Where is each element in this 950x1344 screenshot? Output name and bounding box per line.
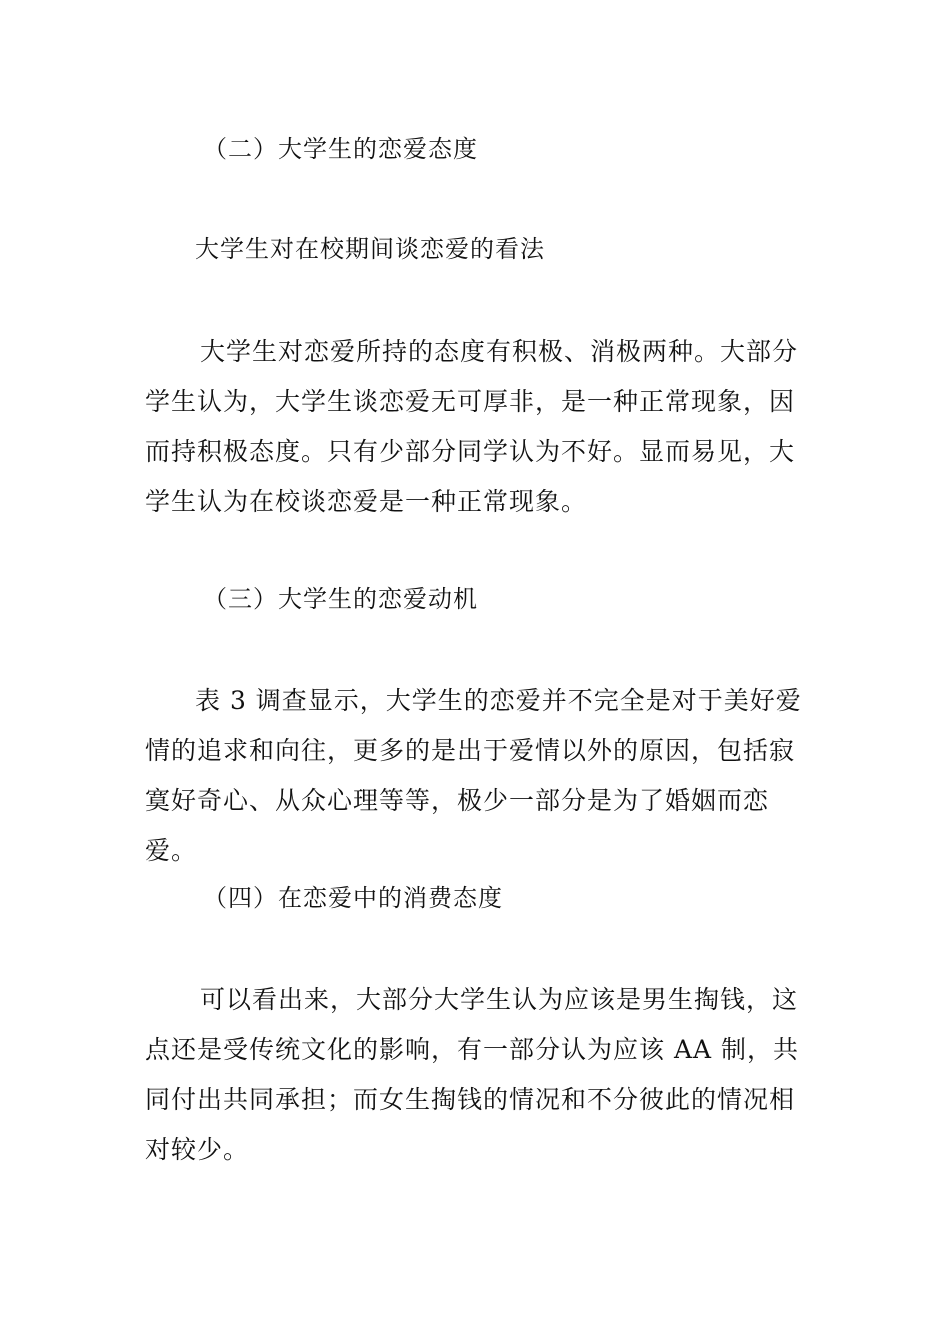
- paragraph-motive: 表 3 调查显示，大学生的恋爱并不完全是对于美好爱情的追求和向往，更多的是出于爱情以外的原因，包括寂寞好奇心、从众心理等等，极少一部分是为了婚姻而恋爱。: [145, 686, 802, 865]
- paragraph-spending: 可以看出来，大部分大学生认为应该是男生掏钱，这点还是受传统文化的影响，有一部分认为应该 AA 制，共同付出共同承担；而女生掏钱的情况和不分彼此的情况相对较少。: [145, 985, 800, 1164]
- section-heading-attitude: （二）大学生的恋爱态度: [203, 135, 478, 163]
- subheading-campus-dating-view: 大学生对在校期间谈恋爱的看法: [195, 235, 545, 263]
- paragraph-attitude: 大学生对恋爱所持的态度有积极、消极两种。大部分学生认为，大学生谈恋爱无可厚非，是一种正常现象，因而持积极态度。只有少部分同学认为不好。显而易见，大学生认为在校谈恋爱是一种正常现象。: [145, 337, 799, 516]
- section-heading-motive: （三）大学生的恋爱动机: [203, 585, 478, 613]
- section-heading-spending: （四）在恋爱中的消费态度: [203, 884, 503, 912]
